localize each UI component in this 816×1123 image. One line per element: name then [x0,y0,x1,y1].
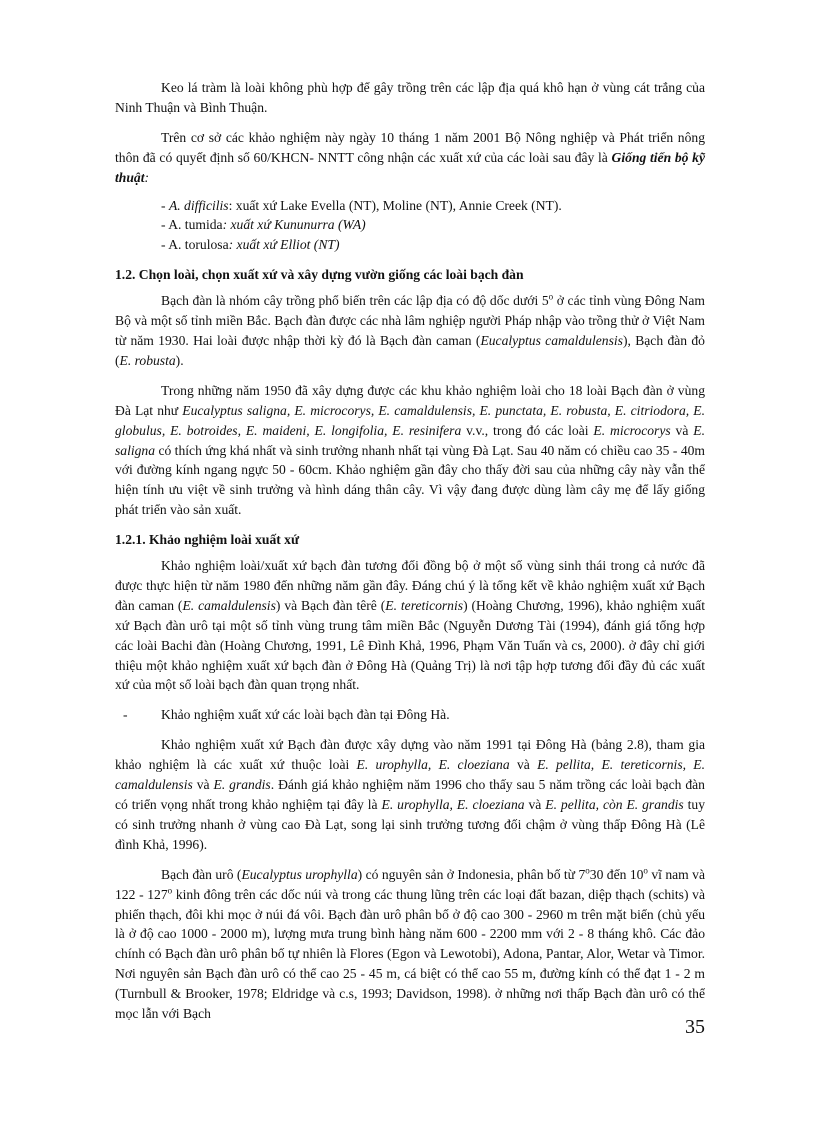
species-name: E. robusta [119,352,176,368]
section-heading: 1.2. Chọn loài, chọn xuất xứ và xây dựng vườn giống các loài bạch đàn [115,267,524,283]
text: : xuất xứ Kununurra (WA) [222,217,366,233]
subsection-heading: 1.2.1. Khảo nghiệm loài xuất xứ [115,532,300,548]
species-name: E. pellita, còn E. grandis [545,797,684,812]
page-body [115,78,705,1024]
text: : xuất xứ Lake Evella (NT), Moline (NT), Annie Creek (NT). [228,197,562,213]
dash-bullet: - [123,707,128,723]
paragraph-acacia-unsuitable [115,78,705,118]
species-name: Eucalyptus camaldulensis [480,332,623,348]
text: kinh đông trên các dốc núi và trong các thung lũng trên các loại đất bazan, diệp thạch (schits) và phiến thạch, đôi khi mọc ở núi đá vôi. Bạch đàn urô phân bố ở độ cao 300 - 2960 m trên mặt biển (chủ yếu là ở độ cao 1000 - 2000 m), lượng mưa trung bình hàng năm 600 - 2200 mm với 2 - 8 tháng khô. Các đảo chính có Bạch đàn urô phân bố tự nhiên là Flores (Egon và Lewotobi), Adona, Pantar, Alor, Wetar và Timor. Nơi nguyên sản Bạch đàn urô có thể cao 25 - 45 m, cá biệt có thể cao 55 m, đường kính có thể đạt 1 - 2 m (Turnbull & Brooker, 1978; Eldridge và c.s, 1993; Davidson, 1998). ở những nơi thấp Bạch đàn urô có thể mọc lẫn với Bạch [115,886,705,1022]
paragraph-provenance-trials [115,556,705,695]
degree-sup: o [167,885,173,896]
emphasis-term: Giống tiến bộ kỹ thuật [115,149,705,185]
species-name: A. difficilis [168,197,229,213]
approved-provenance-list [115,196,705,256]
species-name: E. tereticornis [385,597,464,613]
species-name: E. microcorys [593,422,671,438]
text: Khảo nghiệm xuất xứ Bạch đàn được xây dựng vào năm 1991 tại Đông Hà (bảng 2.8), tham gia khảo nghiệm là các xuất xứ thuộc loài [115,737,705,773]
dash-item-dongha [115,705,705,725]
text: v.v., trong đó các loài [461,422,594,438]
species-name: A. torulosa [168,237,229,253]
species-name: E. grandis [213,777,271,793]
degree-sup: o [585,865,590,876]
paragraph-dongha-trial [115,735,705,854]
text: Keo lá tràm là loài không phù hợp để gây trồng trên các lập địa quá khô hạn ở vùng cát trắng của Ninh Thuận và Bình Thuận. [115,80,705,115]
species-name: E. saligna [115,422,705,458]
text: có thích ứng khá nhất và sinh trưởng nhanh nhất tại vùng Đà Lạt. Sau 40 năm có chiều cao 35 - 40m với đường kính ngang ngực 50 - 60cm. Khảo nghiệm gần đây cho thấy đời sau của những cây này vẫn thể hiện tính ưu việt về sinh trưởng và hình dáng thân cây. Vì vậy đang được dùng làm cây mẹ để lấy giống phát triển vào sản xuất. [115,442,705,518]
text: - [161,237,169,253]
text: : xuất xứ Elliot (NT) [228,237,340,253]
text: và [524,797,546,812]
page-number: 35 [685,1016,705,1038]
text: Bạch đàn là nhóm cây trồng phổ biến trên các lập địa có độ dốc dưới 5 [161,293,549,309]
text: ) và Bạch đàn têrê ( [275,597,386,613]
species-name: Eucalyptus urophylla [241,866,358,882]
species-list: Eucalyptus saligna, E. microcorys, E. camaldulensis, E. punctata, E. robusta, E. citriodora, E. globulus, E. botroides, E. maideni, E. longifolia, E. resinifera [115,402,705,438]
species-name: A. tumida [168,217,223,233]
text: ) có nguyên sản ở Indonesia, phân bố từ 7 [357,866,586,882]
text: và [670,422,694,438]
paragraph-ministry-decision [115,128,705,188]
text: Bạch đàn urô ( [161,866,242,882]
paragraph-urophylla [115,865,705,1024]
paragraph-eucalyptus-intro [115,291,705,371]
text: - [161,197,169,213]
species-name: E. camaldulensis [182,597,276,613]
paragraph-dalat-trials [115,381,705,520]
species-name: E. urophylla, E. cloeziana [381,797,525,812]
text: ), Bạch đàn đỏ ( [115,332,705,368]
text: - [161,217,169,233]
text: Trên cơ sở các khảo nghiệm này ngày 10 tháng 1 năm 2001 Bộ Nông nghiệp và Phát triển nông thôn đã có quyết định số 60/KHCN- NNTT công nhận các xuất xứ của các loài sau đây là [115,129,705,165]
list-item [115,215,705,235]
text: Khảo nghiệm xuất xứ các loài bạch đàn tại Đông Hà. [161,707,450,723]
text: . Đánh giá khảo nghiệm năm 1996 cho thấy sau 5 năm trồng các loài bạch đàn có triển vọng nhất trong khảo nghiệm tại đây là [115,777,705,812]
text: ) (Hoàng Chương, 1996), khảo nghiệm xuất xứ Bạch đàn urô tại một số tỉnh vùng trung tâm miền Bắc (Nguyễn Dương Tài (1994), đánh giá tổng hợp các loài Bachi đàn (Hoàng Chương, 1991, Lê Đình Khả, 1996, Phạm Văn Tuấn và cs, 2000). ở đây chỉ giới thiệu một khảo nghiệm xuất xứ bạch đàn ở Đông Hà (Quảng Trị) là nơi tập hợp tương đối đầy đủ các xuất xứ của một số loài bạch đàn quan trọng nhất. [115,597,705,693]
text: Khảo nghiệm loài/xuất xứ bạch đàn tương đối đồng bộ ở một số vùng sinh thái trong cả nước đã được thực hiện từ năm 1980 đến những năm gần đây. Đáng chú ý là tổng kết về khảo nghiệm xuất xứ Bạch đàn caman ( [115,558,705,613]
text: và [509,757,538,773]
text: ). [175,352,184,368]
list-item [115,196,705,216]
text: tuy có sinh trưởng nhanh ở vùng cao Đà Lạt, song lại sinh trưởng tương đối chậm ở vùng thấp Đông Hà (Lê đình Khả, 1996). [115,797,705,852]
text: vĩ nam và 122 - 127 [115,866,705,902]
text: 30 đến 10 [589,866,644,882]
degree-sup: o [548,291,554,302]
text: và [192,777,214,793]
degree-sup: o [643,865,648,876]
text: Trong những năm 1950 đã xây dựng được các khu khảo nghiệm loài cho 18 loài Bạch đàn ở vùng Đà Lạt như [115,382,705,418]
text: : [144,169,150,185]
text: ở các tỉnh vùng Đông Nam Bộ và một số tỉnh miền Bắc. Bạch đàn được các nhà lâm nghiệp người Pháp nhập vào trồng thử ở Việt Nam từ năm 1930. Hai loài được nhập thời kỳ đó là Bạch đàn caman ( [115,293,705,348]
list-item [115,235,705,255]
species-name: E. pellita, E. tereticornis, E. camaldulensis [115,757,706,793]
species-name: E. urophylla, E. cloeziana [356,757,510,773]
